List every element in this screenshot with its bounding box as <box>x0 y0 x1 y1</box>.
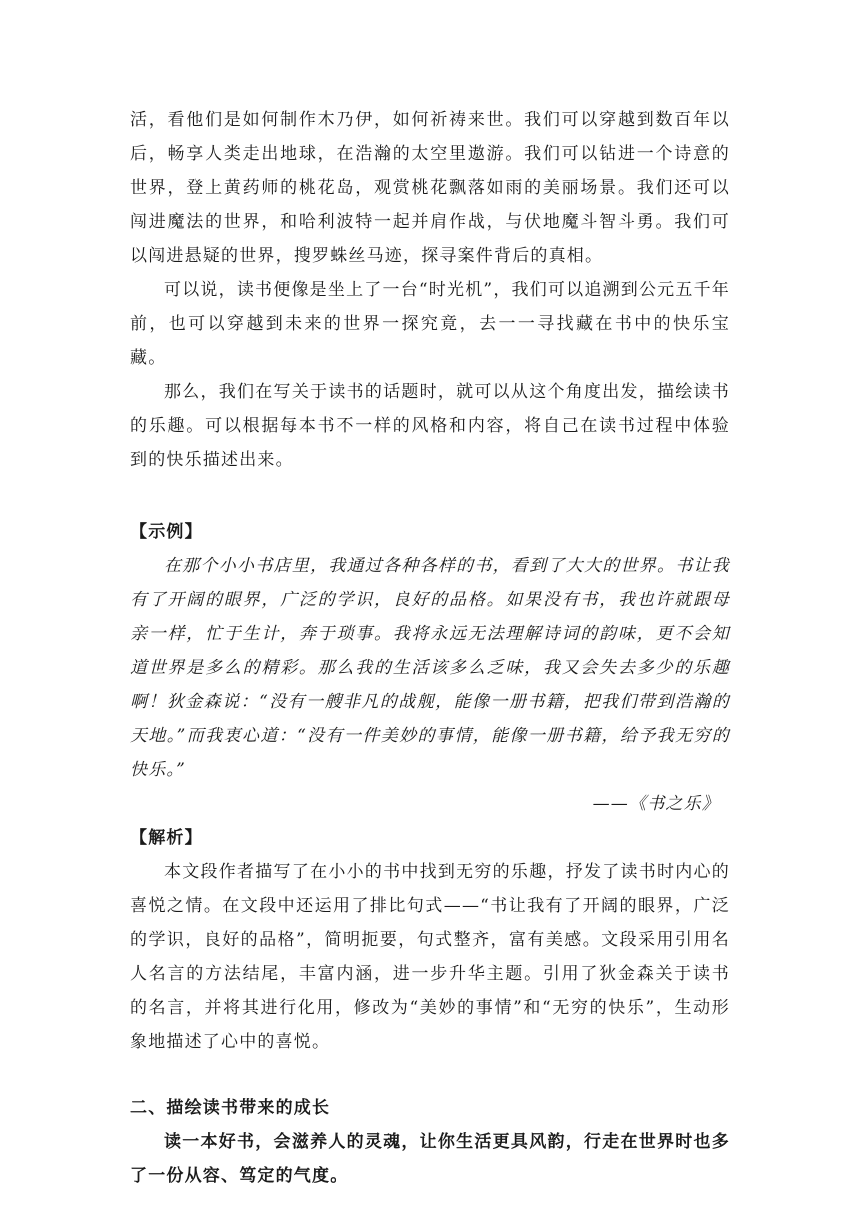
analysis-heading: 【解析】 <box>130 828 203 848</box>
section-2-heading: 二、描绘读书带来的成长 <box>130 1098 331 1118</box>
document-page <box>130 103 730 1193</box>
spacer <box>130 1059 730 1091</box>
paragraph-1: 活，看他们是如何制作木乃伊，如何祈祷来世。我们可以穿越到数百年以后，畅享人类走出地球，在浩瀚的太空里遨游。我们可以钻进一个诗意的世界，登上黄药师的桃花岛，观赏桃花飘落如雨的美丽场景。我们还可以闯进魔法的世界，和哈利波特一起并肩作战，与伏地魔斗智斗勇。我们可以闯进悬疑的世界，搜罗蛛丝马迹，探寻案件背后的真相。 <box>130 110 730 266</box>
paragraph-2: 可以说，读书便像是坐上了一台“时光机”，我们可以追溯到公元五千年前，也可以穿越到未来的世界一探究竟，去一一寻找藏在书中的快乐宝藏。 <box>130 280 730 368</box>
paragraph-3: 那么，我们在写关于读书的话题时，就可以从这个角度出发，描绘读书的乐趣。可以根据每本书不一样的风格和内容，将自己在读书过程中体验到的快乐描述出来。 <box>130 382 730 470</box>
analysis-paragraph: 本文段作者描写了在小小的书中找到无穷的乐趣，抒发了读书时内心的喜悦之情。在文段中还运用了排比句式——“书让我有了开阔的眼界，广泛的学识，良好的品格”，简明扼要，句式整齐，富有美感。文段采用引用名人名言的方法结尾，丰富内涵，进一步升华主题。引用了狄金森关于读书的名言，并将其进行化用，修改为“美妙的事情”和“无穷的快乐”，生动形象地描述了心中的喜悦。 <box>130 862 730 1052</box>
example-heading: 【示例】 <box>130 522 203 542</box>
example-paragraph: 在那个小小书店里，我通过各种各样的书，看到了大大的世界。书让我有了开阔的眼界，广泛的学识，良好的品格。如果没有书，我也许就跟母亲一样，忙于生计，奔于琐事。我将永远无法理解诗词的韵味，更不会知道世界是多么的精彩。那么我的生活该多么乏味，我又会失去多少的乐趣啊！狄金森说：“没有一艘非凡的战舰，能像一册书籍，把我们带到浩瀚的天地。”而我衷心道：“没有一件美妙的事情，能像一册书籍，给予我无穷的快乐。” <box>130 556 730 780</box>
section-2-paragraph: 读一本好书，会滋养人的灵魂，让你生活更具风韵，行走在世界时也多了一份从容、笃定的气度。 <box>130 1132 730 1186</box>
spacer <box>130 477 730 515</box>
example-source: ——《书之乐》 <box>592 794 720 814</box>
